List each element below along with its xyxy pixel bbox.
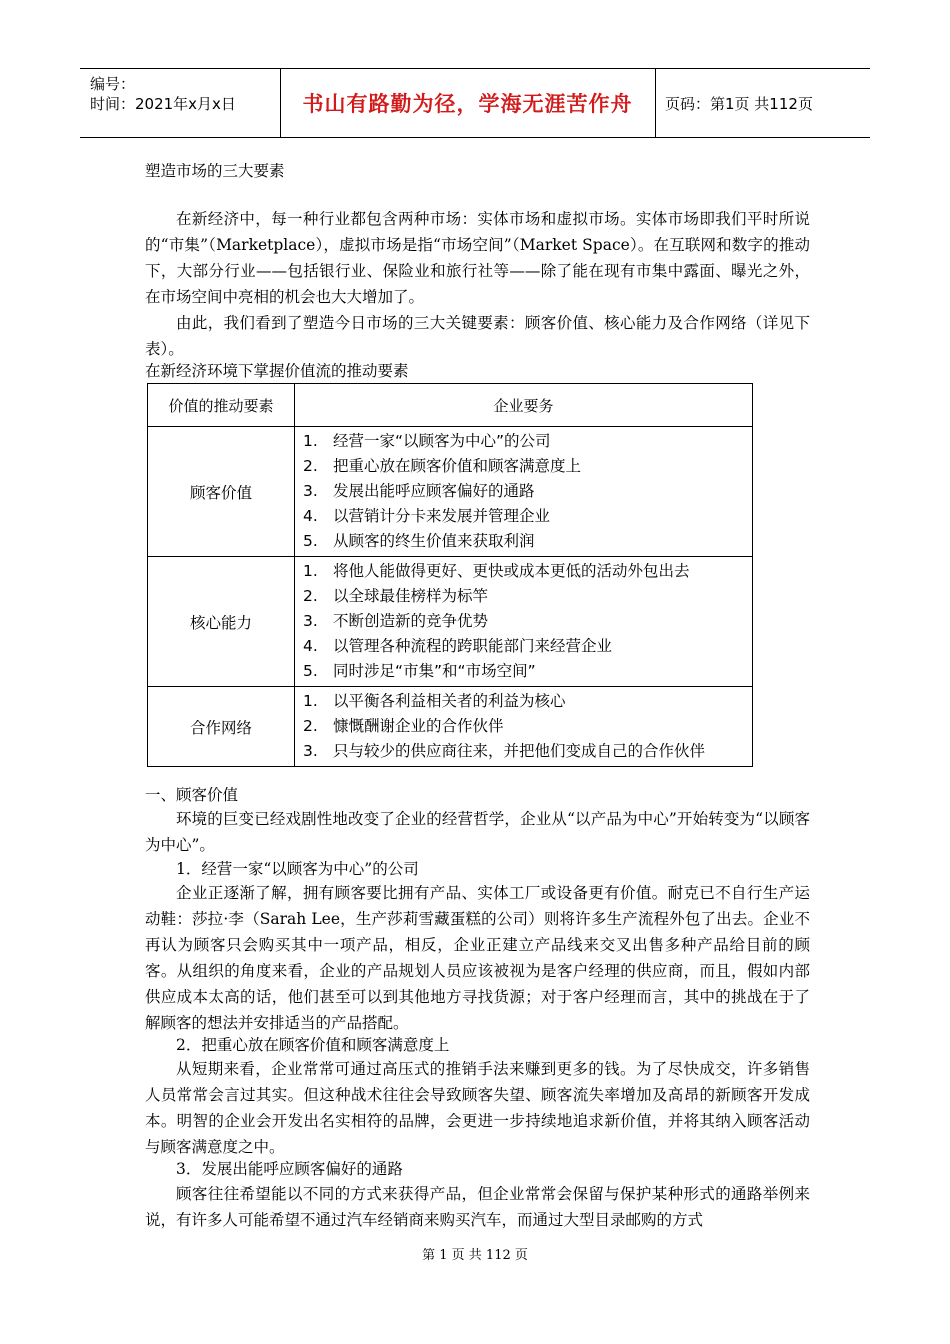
document-title: 塑造市场的三大要素 bbox=[145, 162, 285, 180]
table-items bbox=[295, 427, 753, 557]
intro-paragraph-2: 由此，我们看到了塑造今日市场的三大关键要素：顾客价值、核心能力及合作网络（详见下表）。 bbox=[145, 314, 810, 358]
value-drivers-table bbox=[147, 383, 753, 767]
page-header bbox=[80, 68, 870, 138]
table-row bbox=[148, 427, 753, 557]
table-header-col2: 企业要务 bbox=[295, 384, 753, 427]
header-meta-cell bbox=[80, 69, 281, 137]
table-row bbox=[148, 687, 753, 767]
table-header-col1: 价值的推动要素 bbox=[148, 384, 295, 427]
table-items bbox=[295, 687, 753, 767]
page-info: 页码：第1页 共112页 bbox=[665, 94, 813, 113]
list-item: 3. 发展出能呼应顾客偏好的通路 bbox=[303, 482, 535, 500]
section-heading: 一、顾客价值 bbox=[145, 786, 239, 804]
list-item: 3. 不断创造新的竞争优势 bbox=[303, 612, 489, 630]
number-label: 编号： bbox=[90, 75, 136, 93]
section-paragraph: 环境的巨变已经戏剧性地改变了企业的经营哲学，企业从“以产品为中心”开始转变为“以顾客为中心”。 bbox=[145, 810, 810, 854]
motto: 书山有路勤为径，学海无涯苦作舟 bbox=[302, 92, 633, 116]
list-item: 2. 以全球最佳榜样为标竿 bbox=[303, 587, 489, 605]
subsection-paragraph: 企业正逐渐了解，拥有顾客要比拥有产品、实体工厂或设备更有价值。耐克已不自行生产运动鞋：莎拉·李（Sarah Lee，生产莎莉雪藏蛋糕的公司）则将许多生产流程外包了出去。企业不再认为顾客只会购买其中一项产品，相反，企业正建立产品线来交叉出售多种产品给目前的顾客。从组织的角度来看，企业的产品规划人员应该被视为是客户经理的供应商，而且，假如内部供应成本太高的话，他们甚至可以到其他地方寻找货源；对于客户经理而言，其中的挑战在于了解顾客的想法并安排适当的产品搭配。 bbox=[145, 884, 810, 1032]
subsection-heading: 3．发展出能呼应顾客偏好的通路 bbox=[176, 1160, 403, 1178]
list-item: 1. 将他人能做得更好、更快或成本更低的活动外包出去 bbox=[303, 562, 690, 580]
table-category: 合作网络 bbox=[148, 687, 295, 767]
subsection-heading: 2．把重心放在顾客价值和顾客满意度上 bbox=[176, 1036, 450, 1054]
list-item: 1. 以平衡各利益相关者的利益为核心 bbox=[303, 692, 566, 710]
list-item: 2. 慷慨酬谢企业的合作伙伴 bbox=[303, 717, 504, 735]
list-item: 4. 以营销计分卡来发展并管理企业 bbox=[303, 507, 551, 525]
list-item: 1. 经营一家“以顾客为中心”的公司 bbox=[303, 432, 551, 450]
intro-paragraph-1: 在新经济中，每一种行业都包含两种市场：实体市场和虚拟市场。实体市场即我们平时所说的“市集”（Marketplace），虚拟市场是指“市场空间”（Market Space）。在互联网和数字的推动下，大部分行业——包括银行业、保险业和旅行社等——除了能在现有市集中露面、曝光之外，在市场空间中亮相的机会也大大增加了。 bbox=[145, 210, 810, 306]
subsection-paragraph: 从短期来看，企业常常可通过高压式的推销手法来赚到更多的钱。为了尽快成交，许多销售人员常常会言过其实。但这种战术往往会导致顾客失望、顾客流失率增加及高昂的新顾客开发成本。明智的企业会开发出名实相符的品牌，会更进一步持续地追求新价值，并将其纳入顾客活动与顾客满意度之中。 bbox=[145, 1060, 810, 1156]
table-row bbox=[148, 557, 753, 687]
list-item: 5. 从顾客的终生价值来获取利润 bbox=[303, 532, 535, 550]
date-label: 时间：2021年x月x日 bbox=[90, 95, 236, 113]
subsection-heading: 1．经营一家“以顾客为中心”的公司 bbox=[176, 860, 419, 878]
table-header-row bbox=[148, 384, 753, 427]
table-category: 顾客价值 bbox=[148, 427, 295, 557]
table-category: 核心能力 bbox=[148, 557, 295, 687]
list-item: 3. 只与较少的供应商往来，并把他们变成自己的合作伙伴 bbox=[303, 742, 706, 760]
table-items bbox=[295, 557, 753, 687]
page-footer: 第 1 页 共 112 页 bbox=[422, 1248, 528, 1263]
list-item: 4. 以管理各种流程的跨职能部门来经营企业 bbox=[303, 637, 613, 655]
table-caption: 在新经济环境下掌握价值流的推动要素 bbox=[145, 362, 409, 380]
subsection-paragraph: 顾客往往希望能以不同的方式来获得产品，但企业常常会保留与保护某种形式的通路举例来说，有许多人可能希望不通过汽车经销商来购买汽车，而通过大型目录邮购的方式 bbox=[145, 1185, 810, 1229]
list-item: 5. 同时涉足“市集”和“市场空间” bbox=[303, 662, 536, 680]
list-item: 2. 把重心放在顾客价值和顾客满意度上 bbox=[303, 457, 582, 475]
header-motto-cell bbox=[280, 69, 656, 137]
